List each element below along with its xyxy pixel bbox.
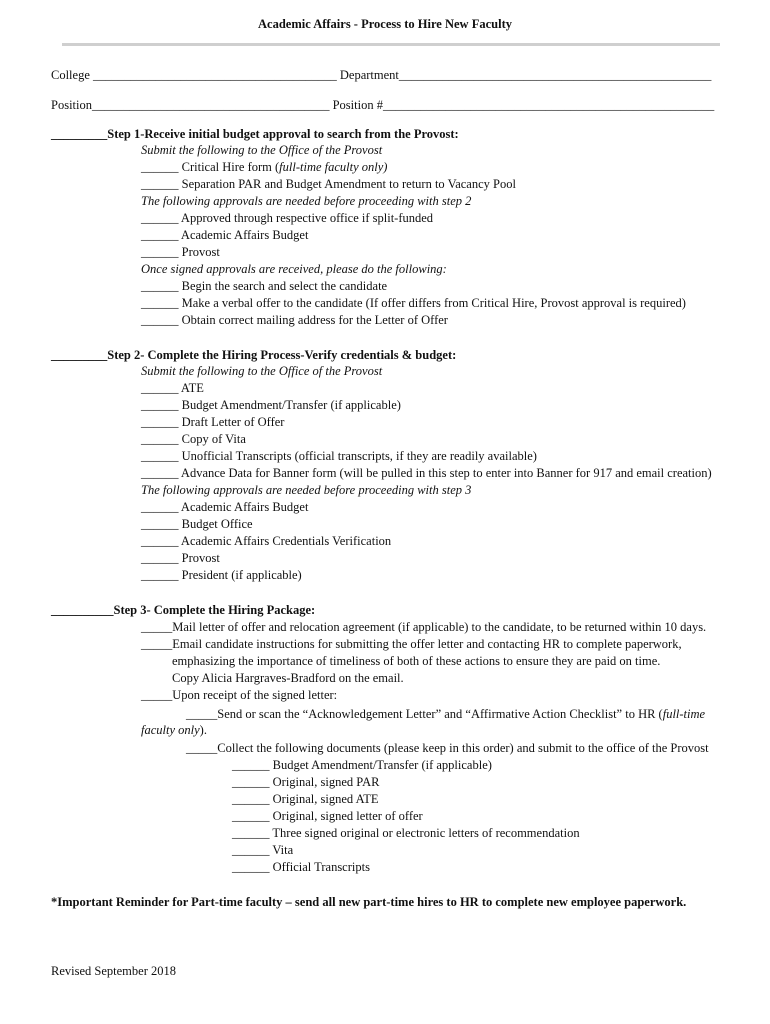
step3-doc-vita: ______ Vita — [232, 843, 294, 857]
step1-heading: _________Step 1-Receive initial budget approval to search from the Provost: — [51, 127, 459, 141]
step3-doc-budget-amendment: ______ Budget Amendment/Transfer (if applicable) — [232, 758, 492, 772]
step2-item-ate: ______ ATE — [141, 381, 204, 395]
step2-approval-credentials: ______ Academic Affairs Credentials Verification — [141, 534, 392, 548]
step2-item-budget-amendment: ______ Budget Amendment/Transfer (if applicable) — [141, 398, 401, 412]
step3-doc-ate: ______ Original, signed ATE — [232, 792, 379, 806]
step3-heading: __________Step 3- Complete the Hiring Package: — [51, 603, 316, 617]
step3-doc-letter-of-offer: ______ Original, signed letter of offer — [232, 809, 423, 823]
page-title: Academic Affairs - Process to Hire New Faculty — [258, 17, 512, 31]
step3-doc-par: ______ Original, signed PAR — [232, 775, 380, 789]
step1-submit-note: Submit the following to the Office of the Provost — [141, 143, 383, 157]
step3-sub1-cont-italic: faculty only — [141, 723, 200, 737]
step3-item-mail-letter: _____Mail letter of offer and relocation agreement (if applicable) to the candidate, to be returned within 10 days. — [141, 620, 707, 634]
step3-sub1-text: _____Send or scan the “Acknowledgement Letter” and “Affirmative Action Checklist” to HR ( — [186, 707, 663, 721]
step2-submit-note: Submit the following to the Office of the Provost — [141, 364, 383, 378]
step2-approval-budget-office: ______ Budget Office — [141, 517, 253, 531]
step1-approval-budget: ______ Academic Affairs Budget — [141, 228, 309, 242]
step2-item-transcripts: ______ Unofficial Transcripts (official transcripts, if they are readily available) — [141, 449, 537, 463]
step2-item-vita: ______ Copy of Vita — [141, 432, 246, 446]
title-divider — [62, 43, 720, 46]
college-department-field[interactable]: College _______________________________________ Department__________________________________________________ — [51, 68, 712, 82]
step2-approval-aa-budget: ______ Academic Affairs Budget — [141, 500, 309, 514]
step2-item-draft-letter: ______ Draft Letter of Offer — [141, 415, 285, 429]
step1-item-separation-par: ______ Separation PAR and Budget Amendment to return to Vacancy Pool — [141, 177, 516, 191]
step1-action-verbal-offer: ______ Make a verbal offer to the candidate (If offer differs from Critical Hire, Provost approval is required) — [141, 296, 686, 310]
revision-footer: Revised September 2018 — [51, 964, 176, 978]
step1-once-note: Once signed approvals are received, please do the following: — [141, 262, 447, 276]
step1-action-mailing-address: ______ Obtain correct mailing address for the Letter of Offer — [141, 313, 448, 327]
position-field[interactable]: Position______________________________________ Position #_____________________________________________________ — [51, 98, 715, 112]
step3-sub-collect-docs: _____Collect the following documents (please keep in this order) and submit to the office of the Provost — [186, 741, 709, 755]
step3-item-upon-receipt: _____Upon receipt of the signed letter: — [141, 688, 338, 702]
step1-approvals-note: The following approvals are needed before proceeding with step 2 — [141, 194, 472, 208]
step1-action-search: ______ Begin the search and select the candidate — [141, 279, 388, 293]
step3-sub1-italic: full-time — [662, 707, 706, 721]
step1-approval-provost: ______ Provost — [141, 245, 220, 259]
step2-approvals-note: The following approvals are needed before proceeding with step 3 — [141, 483, 472, 497]
step1-item1-italic: full-time faculty only) — [279, 160, 388, 174]
part-time-reminder: *Important Reminder for Part-time faculty – send all new part-time hires to HR to complete new employee paperwork. — [51, 895, 687, 909]
step3-sub-send-scan — [186, 706, 705, 722]
step3-item-email-line2: emphasizing the importance of timeliness of both of these actions to ensure they are paid on time. — [172, 654, 661, 668]
step3-doc-transcripts: ______ Official Transcripts — [232, 860, 370, 874]
step1-approval-split-funded: ______ Approved through respective office if split-funded — [141, 211, 434, 225]
step3-doc-recommendations: ______ Three signed original or electronic letters of recommendation — [232, 826, 580, 840]
step3-sub1-cont-end: ). — [199, 723, 207, 737]
step1-item1-text: ______ Critical Hire form ( — [141, 160, 280, 174]
step1-item-critical-hire — [141, 159, 387, 175]
step2-approval-president: ______ President (if applicable) — [141, 568, 302, 582]
step3-item-email-line3: Copy Alicia Hargraves-Bradford on the email. — [172, 671, 404, 685]
step2-approval-provost: ______ Provost — [141, 551, 220, 565]
step2-heading: _________Step 2- Complete the Hiring Process-Verify credentials & budget: — [51, 348, 457, 362]
step3-sub-send-scan-cont — [141, 722, 207, 738]
step3-item-email-line1: _____Email candidate instructions for submitting the offer letter and contacting HR to complete paperwork, — [141, 637, 682, 651]
step2-item-banner-form: ______ Advance Data for Banner form (will be pulled in this step to enter into Banner for 917 and email creation) — [141, 466, 712, 480]
